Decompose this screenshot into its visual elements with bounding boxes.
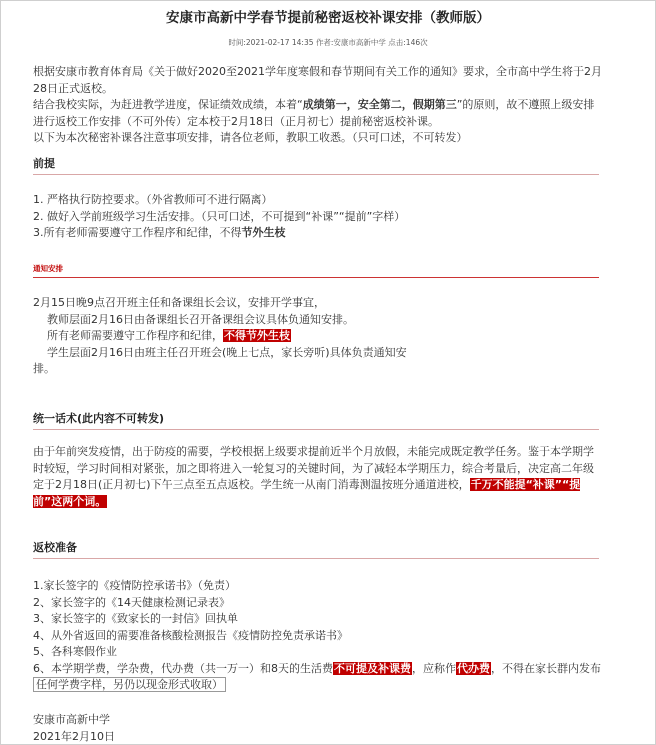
list-item: 2、家长签字的《14天健康检测记录表》: [33, 595, 230, 609]
intro-text: ”的原则，故不遵照上级安排进行返校工作安排（不可外传）定本校于2月18日（正月初七）提前秘密返校补课。: [33, 98, 595, 128]
script-text: 由于年前突发疫情，出于防疫的需要，学校根据上级要求提前近半个月放假，未能完成既定教学任务。鉴于本学期学时较短，学习时间相对紧张，加之即将进入一轮复习的关键时间，为了减轻本学期压力，综合考量后，决定高二年级定于2月18日(正月初七)下午三点至五点返校。学生统一从南门消毒测温按班分通道进校，: [33, 445, 594, 491]
notice-text: 所有老师需要遵守工作程序和纪律，: [47, 329, 223, 342]
section-heading-premise: 前提: [33, 155, 599, 175]
list-item: 5、各科寒假作业: [33, 645, 117, 658]
highlight-red: 不可提及补课费: [334, 661, 411, 675]
list-item: 1.家长签字的《疫情防控承诺书》（免责）: [33, 579, 236, 592]
premise-list: [33, 192, 603, 242]
list-item: 4、从外省返回的需要准备核酸检测报告《疫情防控免责承诺书》: [33, 628, 348, 642]
list-item: 1. 严格执行防控要求。（外省教师可不进行隔离）: [33, 193, 273, 206]
section-heading-script: 统一话术(此内容不可转发): [33, 410, 599, 430]
script-paragraph: [33, 444, 603, 510]
signature-date: 2021年2月10日: [33, 729, 115, 743]
notice-line: 教师层面2月16日由备课组长召开备课组会议具体负通知安排。: [47, 312, 354, 326]
post-meta: 时间:2021-02-17 14:35 作者:安康市高新中学 点击:146次: [228, 38, 428, 47]
list-item-text: ，应称作: [412, 661, 456, 675]
list-item: [33, 225, 603, 242]
notice-line: [33, 328, 603, 345]
list-item: 3、家长签字的《致家长的一封信》回执单: [33, 612, 238, 625]
highlight-red: 千万不能提“补课”“提前”这两个词。: [33, 478, 581, 508]
signature-block: [33, 712, 603, 745]
section-heading-prep: 返校准备: [33, 539, 599, 559]
list-item-text: ，不得在家长群内发布: [491, 661, 601, 675]
boxed-text: 任何学费字样，另仍以现金形式收取）: [33, 677, 226, 692]
list-item: [33, 661, 603, 678]
intro-paragraph-2: [33, 97, 603, 130]
highlight-red: 不得节外生枝: [224, 329, 290, 342]
notice-line: 学生层面2月16日由班主任召开班会(晚上七点，家长旁听)具体负责通知安: [47, 345, 407, 359]
notice-line: 2月15日晚9点召开班主任和备课组长会议，安排开学事宜，: [33, 296, 325, 309]
intro-section: [33, 64, 603, 147]
script-section: [33, 444, 603, 510]
section-heading-notice: 通知安排: [33, 263, 599, 278]
intro-paragraph-3: 以下为本次秘密补课各注意事项安排，请各位老师，教职工收悉。（只可口述，不可转发）: [33, 131, 468, 144]
intro-paragraph-1: 根据安康市教育体育局《关于做好2020至2021学年度寒假和春节期间有关工作的通知》要求，全市高中学生将于2月28日正式返校。: [33, 65, 602, 95]
intro-text: 结合我校实际，为赶进教学进度，保证绩效成绩，本着“: [33, 98, 303, 111]
highlight-red: 代办费: [457, 661, 490, 675]
list-item: 2. 做好入学前班级学习生活安排。（只可口述，不可提到“补课”“提前”字样）: [33, 209, 406, 223]
principle-bold: 成绩第一，安全第二，假期第三: [302, 98, 457, 111]
list-item: [33, 677, 603, 694]
signature-org: 安康市高新中学: [33, 713, 110, 726]
prep-list: [33, 578, 603, 694]
emphasis-bold: 节外生枝: [241, 226, 286, 239]
list-item-text: 3.所有老师需要遵守工作程序和纪律，不得: [33, 226, 242, 239]
notice-line: 排。: [33, 362, 55, 375]
page-title: 安康市高新中学春节提前秘密返校补课安排（教师版）: [166, 10, 490, 26]
list-item-text: 6、本学期学费，学杂费，代办费（共一万一）和8天的生活费: [33, 661, 333, 675]
notice-section: [33, 295, 603, 378]
